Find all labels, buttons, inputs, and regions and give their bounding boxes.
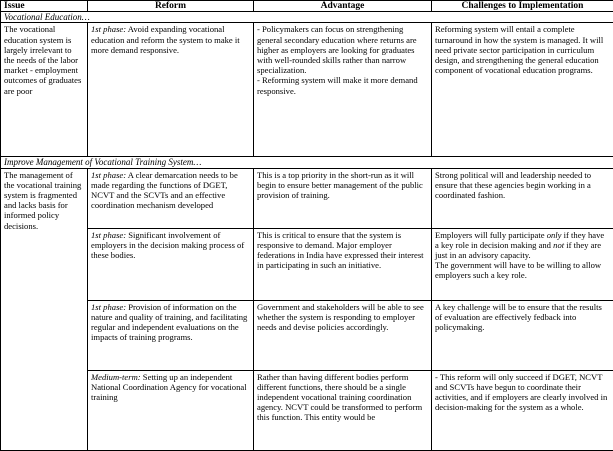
reform-cell [88,23,254,157]
challenge-cell: Strong political will and leadership needed to ensure that these agencies begin working in a coordinated fashion. [432,168,613,228]
challenge-text: if they are just in an advisory capacity. [435,240,601,260]
challenge-text: if they have a key role in decision making and [435,230,604,250]
challenge-text: The government will have to be willing to allow employers such a key role. [435,260,610,280]
phase-label: 1st phase: [91,24,126,34]
section-row [1,157,613,168]
header-challenges: Challenges to Implementation [432,1,613,12]
table-row [1,23,613,157]
emphasis-not: not [553,240,564,250]
reform-cell [88,228,254,300]
reform-text: Significant involvement of employers in the decision making process of these bodies. [91,230,244,260]
issue-cell: The management of the vocational training system is fragmented and lacks basis for informed policy decisions. [1,168,88,450]
advantage-cell: This is a top priority in the short-run as it will begin to ensure better management of the public provision of training. [254,168,432,228]
challenge-text: Employers will fully participate [435,230,547,240]
challenge-cell [432,228,613,300]
header-advantage: Advantage [254,1,432,12]
challenge-cell: Reforming system will entail a complete turnaround in how the system is managed. It will need private sector participation in curriculum design, and strengthening the general education component of vocational education programs. [432,23,613,157]
section-title: Improve Management of Vocational Training System… [1,157,613,168]
reform-cell [88,300,254,370]
phase-label: Medium-term: [91,372,141,382]
table-row [1,168,613,228]
reform-cell [88,370,254,450]
advantage-cell: This is critical to ensure that the system is responsive to demand. Major employer federations in India have expressed their interest in participating in such an initiative. [254,228,432,300]
advantage-text: - Policymakers can focus on strengthening general secondary education where returns are higher as employers are looking for graduates with well-rounded skills rather than narrow specialization. [257,24,428,75]
table-row [1,228,613,300]
advantage-text: - Reforming system will make it more demand responsive. [257,75,428,95]
advantage-cell: Government and stakeholders will be able to see whether the system is responding to employer needs and devise policies accordingly. [254,300,432,370]
table-row [1,300,613,370]
header-issue: Issue [1,1,88,12]
reform-text: Setting up an independent National Coordination Agency for vocational training [91,372,247,402]
section-row [1,12,613,23]
header-reform: Reform [88,1,254,12]
reform-text: Provision of information on the nature and quality of training, and facilitating regular and independent evaluations on the impacts of training programs. [91,302,247,343]
emphasis-only: only [547,230,562,240]
reform-text: Avoid expanding vocational education and reform the system to make it more demand responsive. [91,24,240,54]
header-row [1,1,613,12]
issue-cell: The vocational education system is largely irrelevant to the needs of the labor market - employment outcomes of graduates are poor [1,23,88,157]
reform-cell [88,168,254,228]
reform-text: A clear demarcation needs to be made regarding the functions of DGET, NCVT and the SCVTs and an effective coordination mechanism developed [91,170,238,211]
table-row [1,370,613,450]
challenge-cell: - This reform will only succeed if DGET, NCVT and SCVTs have begun to coordinate their activities, and if employers are clearly involved in decision-making for the system as a whole. [432,370,613,450]
advantage-cell: Rather than having different bodies perform different functions, there should be a single independent vocational training coordination agency. NCVT could be transformed to perform this function. This entity would be [254,370,432,450]
phase-label: 1st phase: [91,302,126,312]
advantage-cell [254,23,432,157]
phase-label: 1st phase: [91,230,126,240]
section-title: Vocational Education… [1,12,613,23]
phase-label: 1st phase: [91,170,126,180]
challenge-cell: A key challenge will be to ensure that the results of evaluation are effectively fedback into policymaking. [432,300,613,370]
